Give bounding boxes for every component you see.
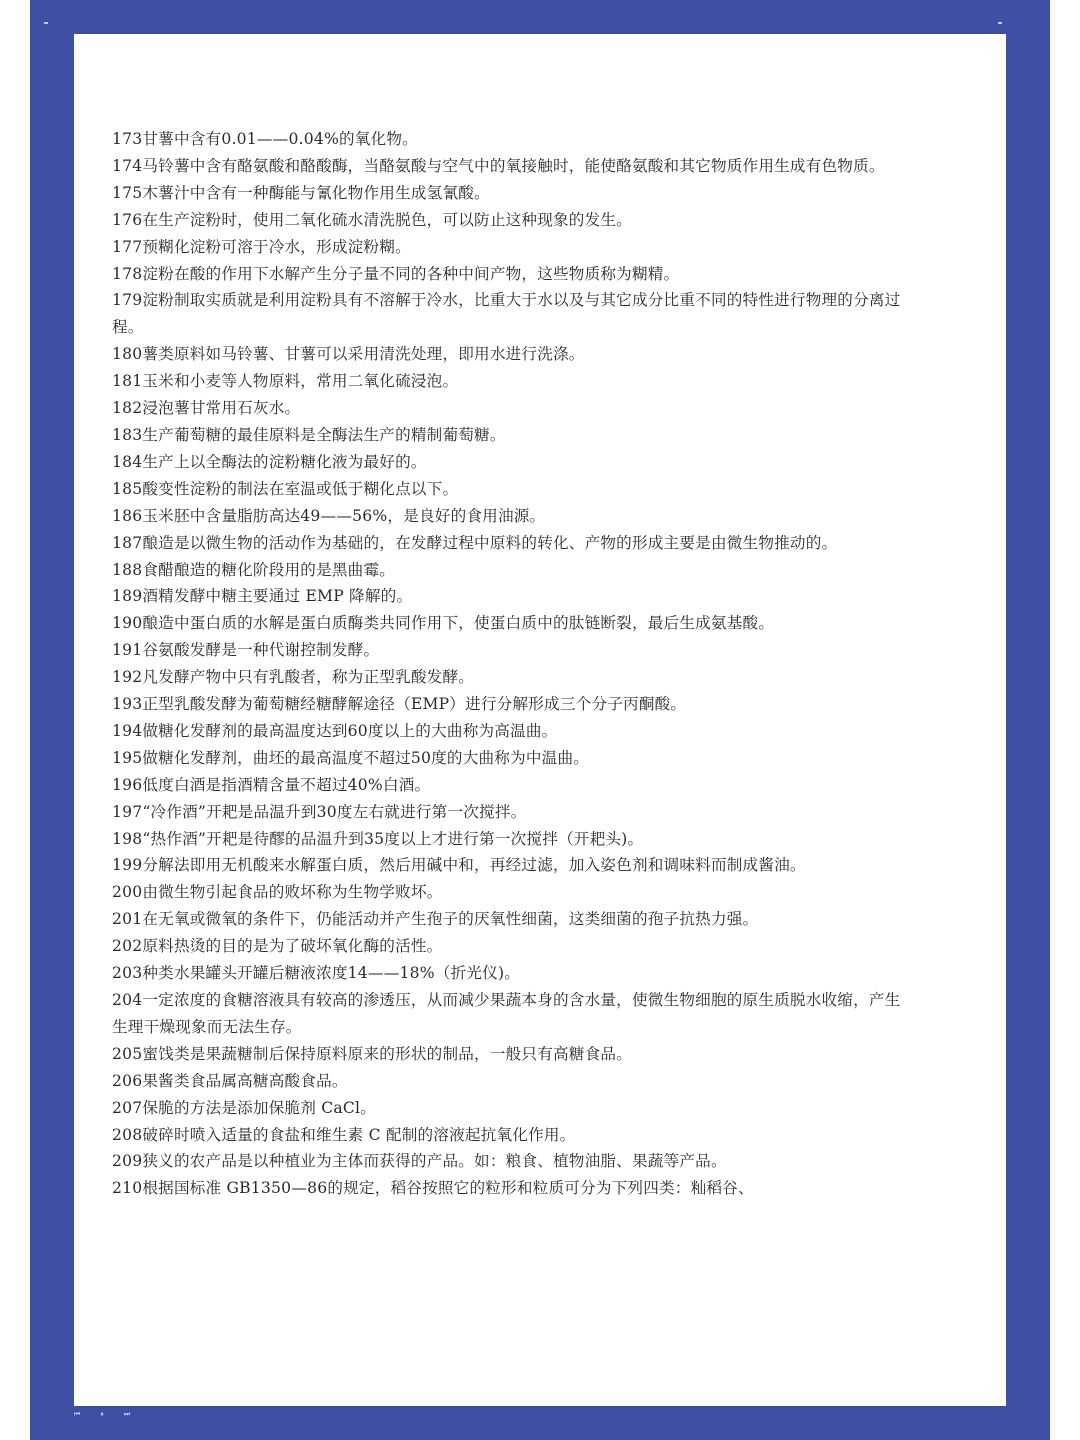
document-line: 198“热作酒”开耙是待醪的品温升到35度以上才进行第一次搅拌（开耙头)。 <box>112 829 644 848</box>
document-line: 200由微生物引起食品的败坏称为生物学败坏。 <box>112 883 443 902</box>
document-line: 184生产上以全酶法的淀粉糖化液为最好的。 <box>112 452 427 471</box>
document-line: 191谷氨酸发酵是一种代谢控制发酵。 <box>112 641 380 660</box>
document-line: 196低度白酒是指酒精含量不超过40%白酒。 <box>112 775 431 794</box>
document-line: 183生产葡萄糖的最佳原料是全酶法生产的精制葡萄糖。 <box>112 425 506 444</box>
document-line: 190酿造中蛋白质的水解是蛋白质酶类共同作用下，使蛋白质中的肽链断裂，最后生成氨基酸。 <box>112 614 775 633</box>
document-line: 195做糖化发酵剂，曲坯的最高温度不超过50度的大曲称为中温曲。 <box>112 748 590 767</box>
document-line: 204一定浓度的食糖溶液具有较高的渗透压，从而减少果蔬本身的含水量，使微生物细胞的原生质脱水收缩，产生生理干燥现象而无法生存。 <box>112 991 901 1036</box>
document-line: 186玉米胚中含量脂肪高达49——56%，是良好的食用油源。 <box>112 506 546 525</box>
document-line: 177预糊化淀粉可溶于冷水，形成淀粉糊。 <box>112 237 411 256</box>
document-line: 205蜜饯类是果蔬糖制后保持原料原来的形状的制品，一般只有高糖食品。 <box>112 1044 632 1063</box>
document-line: 210根据国标准 GB1350—86的规定，稻谷按照它的粒形和粒质可分为下列四类：籼稻谷、 <box>112 1179 754 1198</box>
document-line: 188食醋酿造的糖化阶段用的是黑曲霉。 <box>112 560 396 579</box>
document-text-list <box>112 126 902 1202</box>
document-line: 176在生产淀粉时，使用二氧化硫水清洗脱色，可以防止这种现象的发生。 <box>112 210 632 229</box>
document-line: 174马铃薯中含有酪氨酸和酪酸酶，当酪氨酸与空气中的氧接触时，能使酪氨酸和其它物质作用生成有色物质。 <box>112 156 885 175</box>
document-line: 181玉米和小麦等人物原料，常用二氧化硫浸泡。 <box>112 372 459 391</box>
document-line: 203种类水果罐头开罐后糖液浓度14——18%（折光仪)。 <box>112 964 521 983</box>
document-line: 201在无氧或微氧的条件下，仍能活动并产生孢子的厌氧性细菌，这类细菌的孢子抗热力强。 <box>112 910 759 929</box>
document-line: 202原料热烫的目的是为了破坏氧化酶的活性。 <box>112 937 443 956</box>
frame-corner-mark-right <box>998 22 1002 24</box>
media-controls <box>74 1410 150 1419</box>
document-line: 173甘薯中含有0.01——0.04%的氧化物。 <box>112 130 418 148</box>
document-line: 199分解法即用无机酸来水解蛋白质，然后用碱中和，再经过滤，加入姿色剂和调味料而制成酱油。 <box>112 856 806 875</box>
document-line: 178淀粉在酸的作用下水解产生分子量不同的各种中间产物，这些物质称为糊精。 <box>112 264 680 283</box>
document-line: 208破碎时喷入适量的食盐和维生素 C 配制的溶液起抗氧化作用。 <box>112 1125 576 1144</box>
pause-icon: ⏸ <box>100 1410 124 1418</box>
document-line: 206果酱类食品属高糖高酸食品。 <box>112 1071 348 1090</box>
document-line: 175木薯汁中含有一种酶能与氰化物作用生成氢氰酸。 <box>112 183 490 202</box>
document-line: 192凡发酵产物中只有乳酸者，称为正型乳酸发酵。 <box>112 668 475 687</box>
document-line: 209狭义的农产品是以种植业为主体而获得的产品。如：粮食、植物油脂、果蔬等产品。 <box>112 1152 727 1171</box>
document-line: 187酿造是以微生物的活动作为基础的，在发酵过程中原料的转化、产物的形成主要是由微生物推动的。 <box>112 533 838 552</box>
prev-icon: ⏮ <box>74 1410 101 1418</box>
document-line: 182浸泡薯甘常用石灰水。 <box>112 399 301 418</box>
document-line: 193正型乳酸发酵为葡萄糖经糖酵解途径（EMP）进行分解形成三个分子丙酮酸。 <box>112 695 687 714</box>
document-line: 197“冷作酒”开耙是品温升到30度左右就进行第一次搅拌。 <box>112 802 527 821</box>
frame-corner-mark-left <box>44 22 48 24</box>
document-line: 185酸变性淀粉的制法在室温或低于糊化点以下。 <box>112 479 459 498</box>
next-icon: ⏭ <box>123 1410 151 1418</box>
document-line: 180薯类原料如马铃薯、甘薯可以采用清洗处理，即用水进行洗涤。 <box>112 345 585 364</box>
document-line: 207保脆的方法是添加保脆剂 CaCl。 <box>112 1098 376 1117</box>
document-line: 194做糖化发酵剂的最高温度达到60度以上的大曲称为高温曲。 <box>112 721 558 740</box>
document-line: 179淀粉制取实质就是利用淀粉具有不溶解于冷水，比重大于水以及与其它成分比重不同的特性进行物理的分离过程。 <box>112 291 901 337</box>
document-line: 189酒精发酵中糖主要通过 EMP 降解的。 <box>112 587 413 606</box>
